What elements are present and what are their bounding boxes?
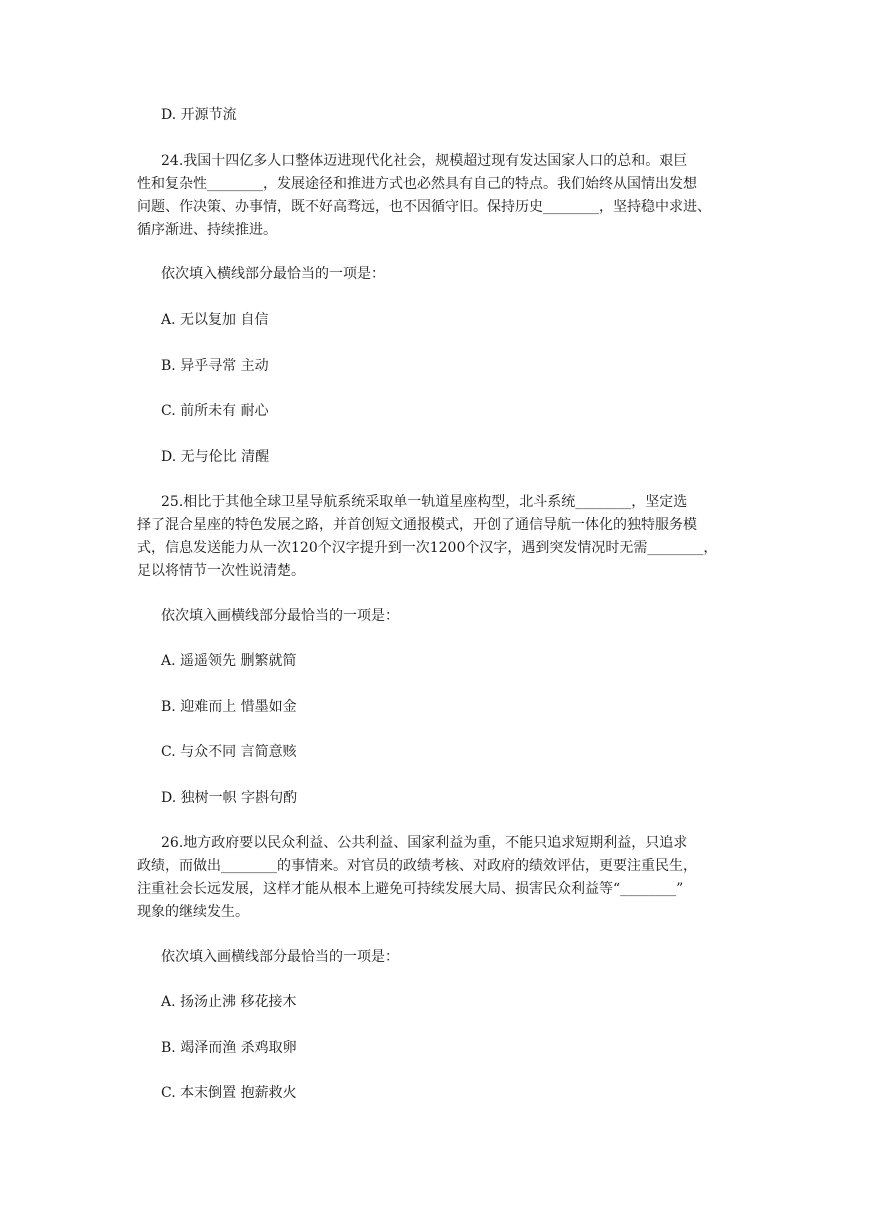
q24-option-d: D. 无与伦比 清醒 bbox=[161, 449, 270, 465]
q24-question bbox=[137, 150, 731, 242]
q24-prompt: 依次填入横线部分最恰当的一项是： bbox=[161, 266, 385, 282]
q24-line-1: 24.我国十四亿多人口整体迈进现代化社会，规模超过现有发达国家人口的总和。艰巨 bbox=[161, 153, 688, 169]
q25-option-b: B. 迎难而上 惜墨如金 bbox=[161, 699, 297, 715]
q24-line-4: 循序渐进、持续推进。 bbox=[137, 222, 277, 238]
q25-line-3: 式，信息发送能力从一次120个汉字提升到一次1200个汉字，遇到突发情况时无需________， bbox=[137, 540, 718, 556]
q26-option-b: B. 竭泽而渔 杀鸡取卵 bbox=[161, 1040, 297, 1056]
q24-option-b: B. 异乎寻常 主动 bbox=[161, 358, 269, 374]
q24-option-a: A. 无以复加 自信 bbox=[161, 312, 269, 328]
q26-prompt: 依次填入画横线部分最恰当的一项是： bbox=[161, 949, 399, 965]
q24-line-2: 性和复杂性________，发展途径和推进方式也必然具有自己的特点。我们始终从国情出发想 bbox=[137, 176, 697, 192]
q25-option-c: C. 与众不同 言简意赅 bbox=[161, 744, 297, 760]
q25-line-1: 25.相比于其他全球卫星导航系统采取单一轨道星座构型，北斗系统________，坚定选 bbox=[161, 494, 688, 510]
q25-question bbox=[137, 491, 731, 583]
q25-prompt: 依次填入画横线部分最恰当的一项是： bbox=[161, 608, 399, 624]
q26-line-2: 政绩，而做出________的事情来。对官员的政绩考核、对政府的绩效评估，更要注重民生， bbox=[137, 858, 697, 874]
q26-line-1: 26.地方政府要以民众利益、公共利益、国家利益为重，不能只追求短期利益，只追求 bbox=[161, 835, 688, 851]
q23-option-d: D. 开源节流 bbox=[161, 107, 237, 123]
q24-option-c: C. 前所未有 耐心 bbox=[161, 403, 269, 419]
q25-option-a: A. 遥遥领先 删繁就简 bbox=[161, 653, 297, 669]
q26-line-4: 现象的继续发生。 bbox=[137, 904, 249, 920]
q25-line-4: 足以将情节一次性说清楚。 bbox=[137, 563, 305, 579]
q26-option-c: C. 本末倒置 抱薪救火 bbox=[161, 1085, 297, 1101]
q24-line-3: 问题、作决策、办事情，既不好高骛远，也不因循守旧。保持历史________，坚持稳中求进、 bbox=[137, 199, 711, 215]
q25-line-2: 择了混合星座的特色发展之路，并首创短文通报模式，开创了通信导航一体化的独特服务模 bbox=[137, 517, 697, 533]
q26-question bbox=[137, 832, 731, 924]
q26-option-a: A. 扬汤止沸 移花接木 bbox=[161, 994, 297, 1010]
q26-line-3: 注重社会长远发展，这样才能从根本上避免可持续发展大局、损害民众利益等“________” bbox=[137, 881, 684, 897]
q25-option-d: D. 独树一帜 字斟句酌 bbox=[161, 790, 298, 806]
